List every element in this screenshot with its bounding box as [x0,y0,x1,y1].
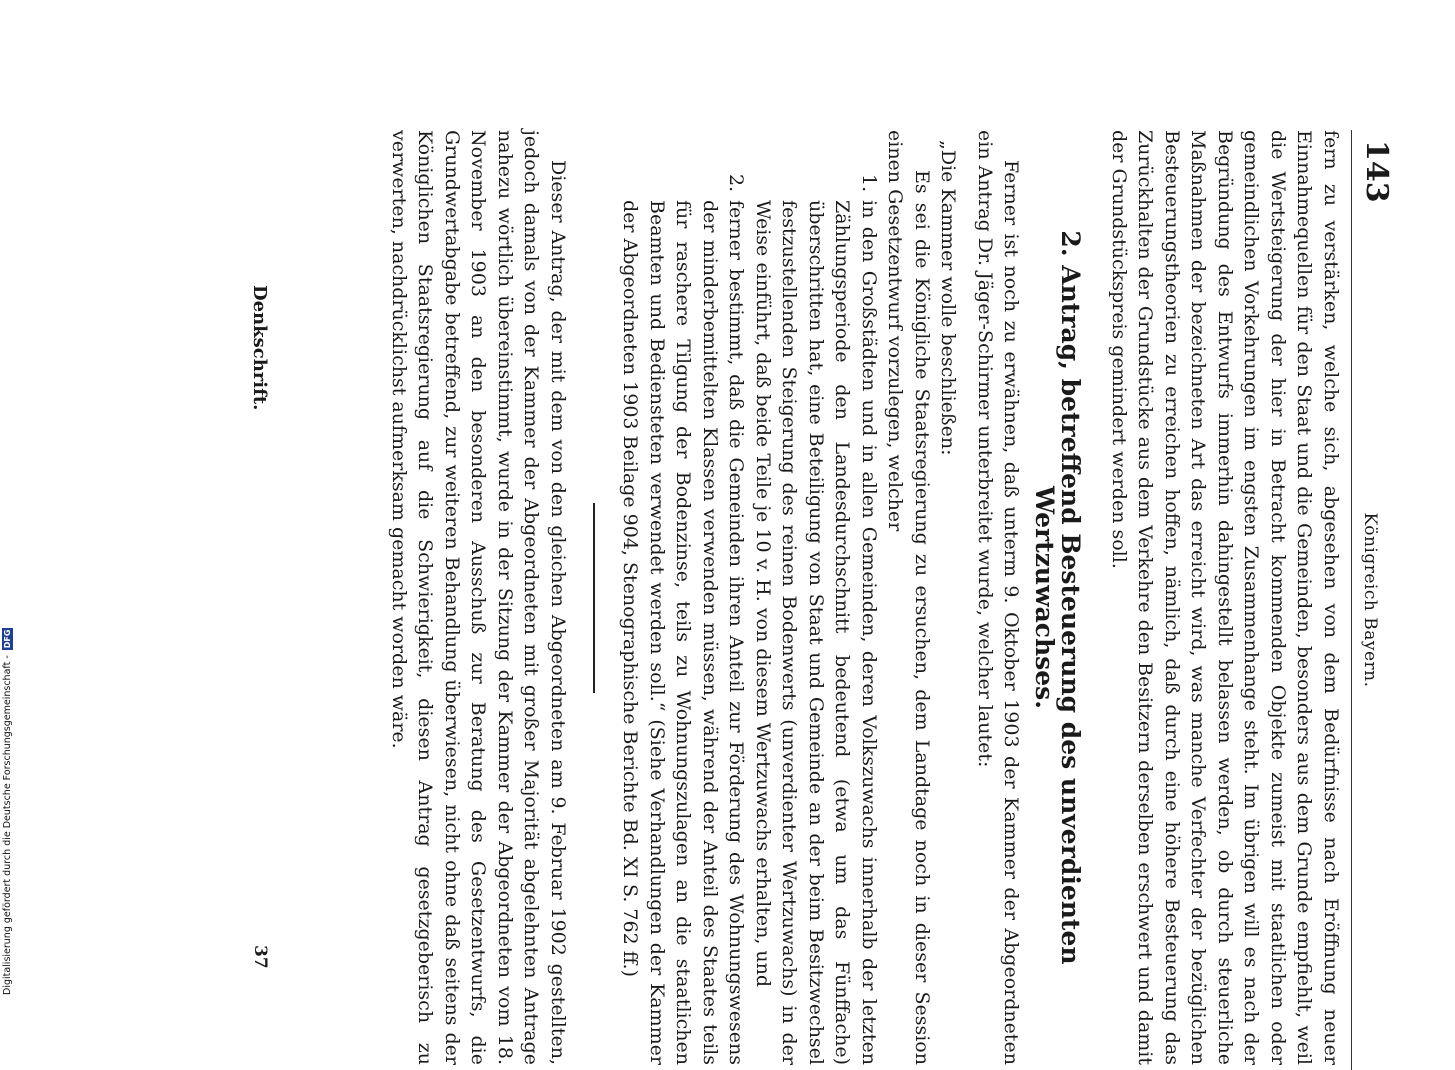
document-page [150,130,1394,1070]
paragraph-3: Dieser Antrag, der mit dem von den gleichen Abgeordneten am 9. Februar 1902 gestellten, jedoch damals von der Kammer der Abgeordneten mit großer Majorität abgelehnten Antrage nahezu wörtlich übereinstimmt, wurde in der Sitzung der Kammer der Abgeordneten vom 18. November 1903 an den besonderen Ausschuß zur Beratung des Gesetzentwurfs, die Grundwertabgabe betreffend, zur weiteren Behandlung überwiesen, nicht ohne daß seitens der Königlichen Staatsregierung auf die Schwierigkeit, diesen Antrag gesetzgeberisch zu verwerten, nachdrücklichst aufmerksam gemacht worden wäre. [388,130,569,1065]
quote-lead: „Die Kammer wolle beschließen: [937,140,960,456]
list-item-1-text: in den Großstädten und in allen Gemeinden, deren Volkszuwachs innerhalb der letzten Zählungsperiode den Landesdurchschnitt bedeutend (etwa um das Fünffache) überschritten hat, eine Beteiligung von Staat und Gemeinde an der beim Besitzwechsel festzustellenden Steigerung des reinen Bodenwerts (unverdienter Wertzuwachs) in der Weise einführt, daß beide Teile je 10 v. H. von diesem Wertzuwachs erhalten, und [752,200,880,1065]
list-item-2-number: 2. [725,174,748,193]
digitization-credit [2,628,13,995]
running-head: Königreich Bayern. [1360,512,1380,688]
paragraph-1: fern zu verstärken, welche sich, abgesehen von dem Bedürfnisse nach Eröffnung neuer Einnahmequellen für den Staat und die Gemeinden, besonders aus dem Grunde empfiehlt, weil die Wertsteigerung der hier in Betracht kommenden Objekte zumeist mit staatlichen oder gemeindlichen Vorkehrungen im engsten Zusammenhange steht. Im übrigen will es nach der Begründung des Entwurfs immerhin dahingestellt belassen werden, ob durch steuerliche Maßnahmen der bezeichneten Art das erreicht wird, was manche Verfechter der bezüglichen Besteuerungstheorien zu erreichen hoffen, nämlich, daß durch eine höhere Besteuerung das Zurückhalten der Grundstücke aus dem Verkehre den Besitzern derselben erschwert und damit der Grundstückspreis gemindert werden soll. [1108,130,1342,1065]
page-footer [240,130,270,1070]
paragraph-2: Ferner ist noch zu erwähnen, daß unterm 9. Oktober 1903 der Kammer der Abgeordneten ein Antrag Dr. Jäger-Schirmer unterbreitet wurde, welcher lautet: [974,130,1023,1065]
credit-text: Digitalisierung gefördert durch die Deutsche Forschungsgemeinschaft - [2,655,13,995]
list-item-2 [617,130,750,1065]
list-item-1 [750,130,883,1065]
page-header [1340,130,1394,1070]
footer-signature: Denkschrift. [249,285,270,411]
list-item-2-text: ferner bestimmt, daß die Gemeinden ihren Anteil zur Förderung des Wohnungswesens der minderbemittelten Klassen verwenden müssen, während der Anteil des Staates teils für raschere Tilgung der Bodenzinse, teils zu Wohnungszulagen an die staatlichen Beamten und Bediensteten verwendet werden soll.“ (Siehe Verhandlungen der Kammer der Abgeordneten 1903 Beilage 904, Stenographische Berichte Bd. XI S. 762 ff.) [619,200,748,1065]
footer-sheet-number: 37 [250,945,270,969]
section-divider [593,503,595,693]
page-body [386,130,1345,1065]
dfg-logo: DFG [3,629,12,649]
header-rule [1351,130,1352,1070]
page-number: 143 [1359,140,1394,203]
list-item-1-number: 1. [858,174,880,193]
section-heading: 2. Antrag, betreffend Besteuerung des unverdienten Wertzuwachses. [1030,230,1086,965]
quote-body: Es sei die Königliche Staatsregierung zu ersuchen, dem Landtage noch in dieser Session einen Gesetzentwurf vorzulegen, welcher [884,130,933,1065]
